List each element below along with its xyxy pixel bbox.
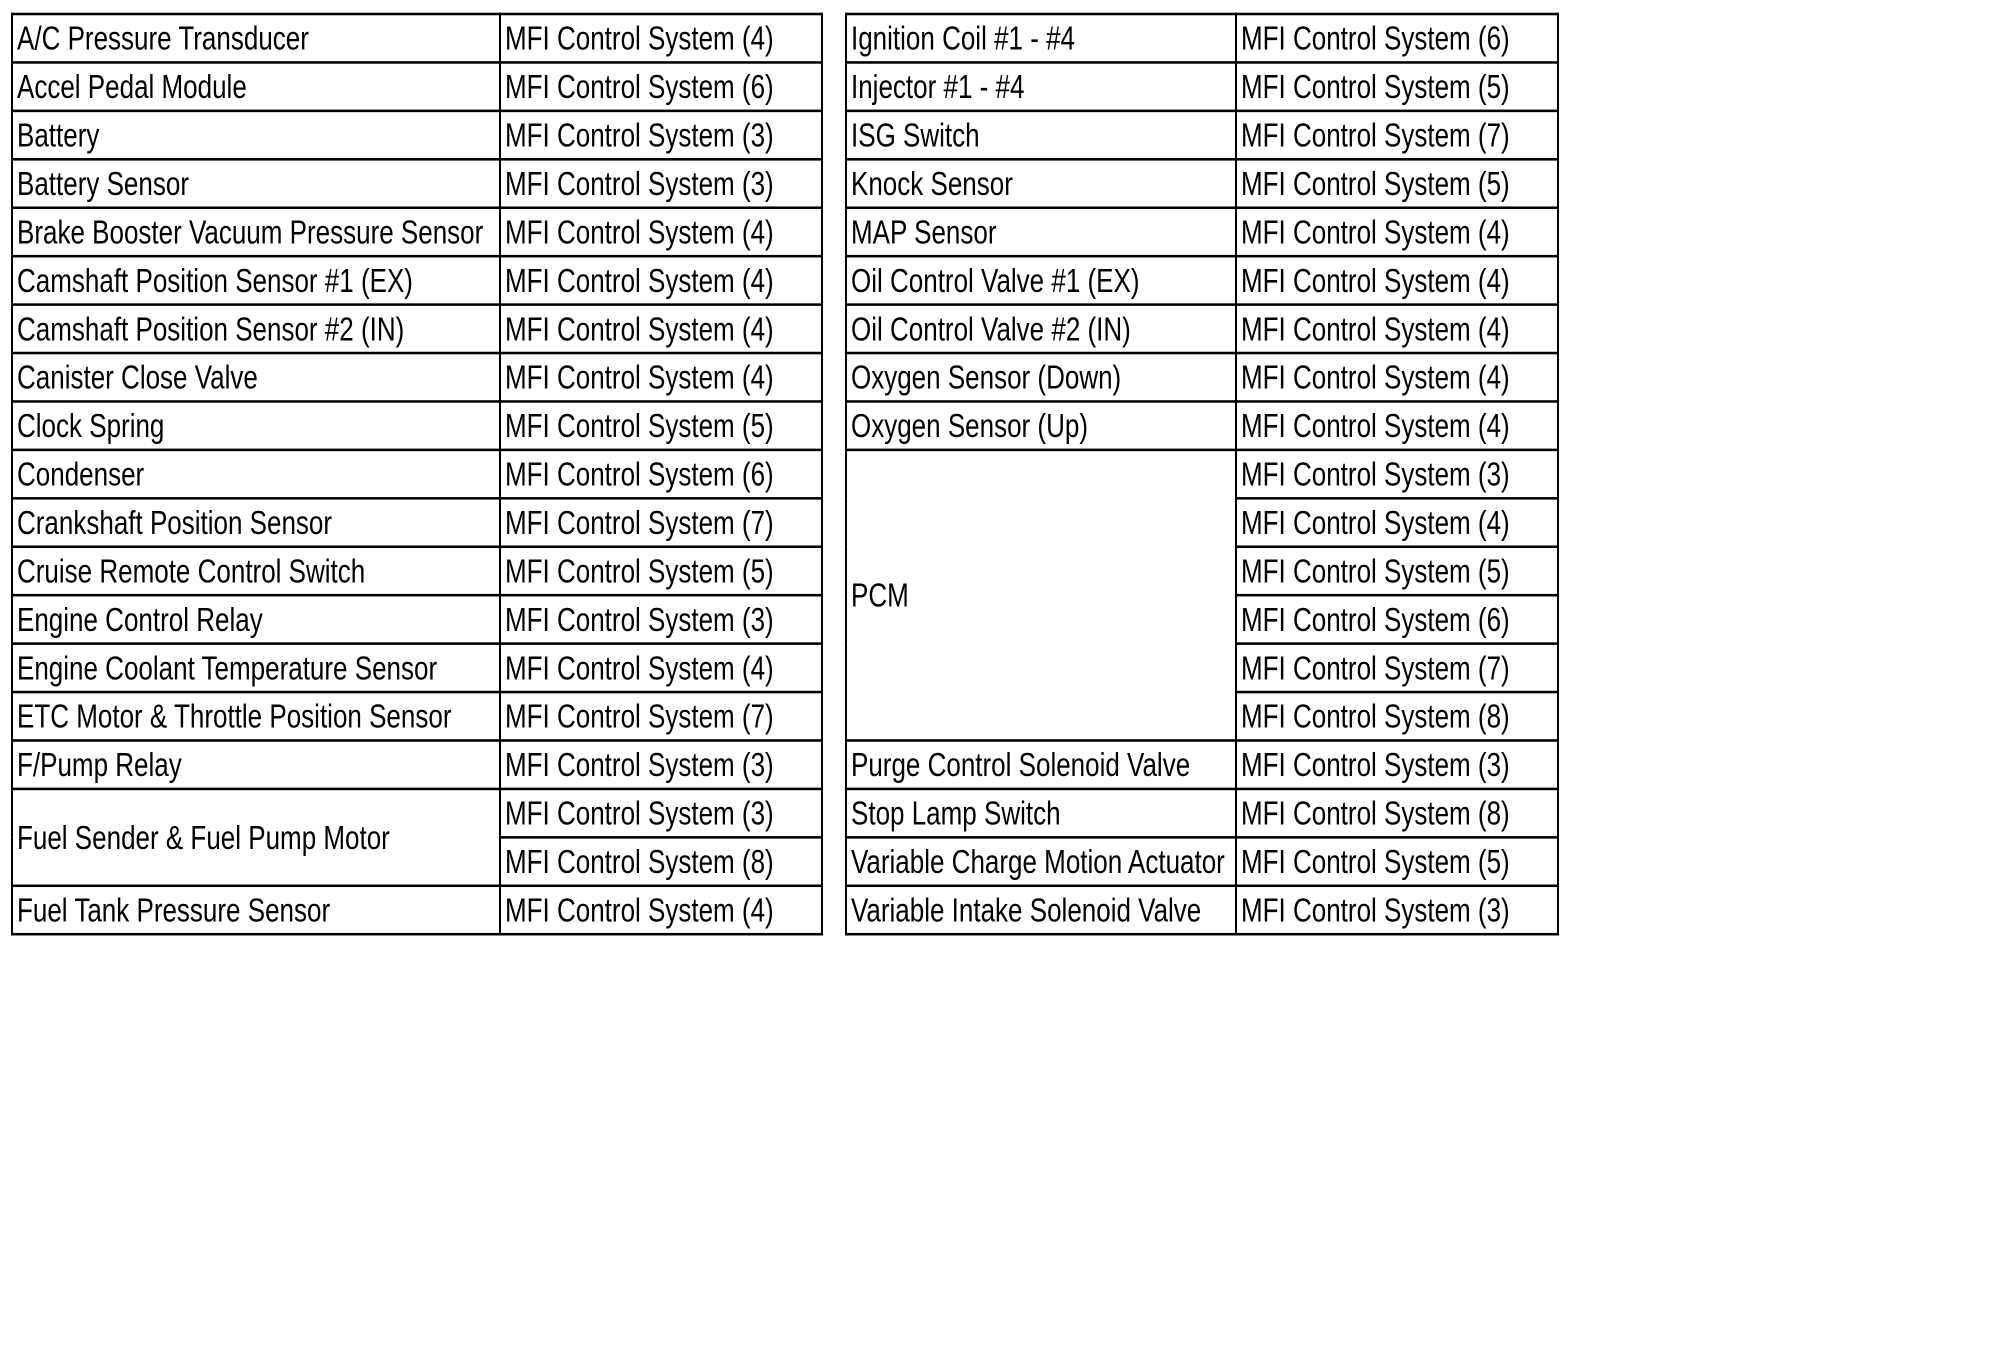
table-row (846, 305, 1558, 353)
table-row (846, 401, 1558, 449)
table-row (846, 353, 1558, 401)
system-reference-cell: MFI Control System (6) (1236, 14, 1558, 62)
component-name-cell: F/Pump Relay (12, 740, 500, 788)
table-row (12, 62, 822, 110)
system-reference-cell: MFI Control System (7) (500, 498, 822, 546)
system-reference-cell: MFI Control System (3) (1236, 740, 1558, 788)
system-reference-cell: MFI Control System (7) (1236, 644, 1558, 692)
system-reference-cell: MFI Control System (5) (1236, 159, 1558, 207)
system-reference-cell: MFI Control System (8) (1236, 692, 1558, 740)
component-name-cell: Canister Close Valve (12, 353, 500, 401)
system-reference-cell: MFI Control System (4) (500, 644, 822, 692)
component-name-cell: Oil Control Valve #1 (EX) (846, 256, 1236, 304)
system-reference-cell: MFI Control System (5) (1236, 837, 1558, 885)
component-name-cell: Cruise Remote Control Switch (12, 547, 500, 595)
table-row (846, 208, 1558, 256)
table-row (12, 256, 822, 304)
component-name-cell: Clock Spring (12, 401, 500, 449)
system-reference-cell: MFI Control System (6) (500, 62, 822, 110)
right-component-table (845, 13, 1559, 936)
system-reference-cell: MFI Control System (5) (500, 401, 822, 449)
component-name-cell: Knock Sensor (846, 159, 1236, 207)
system-reference-cell: MFI Control System (7) (500, 692, 822, 740)
system-reference-cell: MFI Control System (3) (500, 740, 822, 788)
system-reference-cell: MFI Control System (8) (500, 837, 822, 885)
component-name-cell: Camshaft Position Sensor #2 (IN) (12, 305, 500, 353)
component-name-cell: Crankshaft Position Sensor (12, 498, 500, 546)
component-name-cell: Purge Control Solenoid Valve (846, 740, 1236, 788)
system-reference-cell: MFI Control System (6) (500, 450, 822, 498)
component-name-cell: Fuel Tank Pressure Sensor (12, 886, 500, 934)
table-row (846, 111, 1558, 159)
table-row (846, 886, 1558, 934)
system-reference-cell: MFI Control System (3) (1236, 450, 1558, 498)
system-reference-cell: MFI Control System (8) (1236, 789, 1558, 837)
component-name-cell: Camshaft Position Sensor #1 (EX) (12, 256, 500, 304)
system-reference-cell: MFI Control System (3) (500, 789, 822, 837)
component-name-cell: Stop Lamp Switch (846, 789, 1236, 837)
left-component-table (11, 13, 823, 936)
component-name-cell: Oil Control Valve #2 (IN) (846, 305, 1236, 353)
component-name-cell: Battery (12, 111, 500, 159)
table-row (846, 789, 1558, 837)
system-reference-cell: MFI Control System (4) (500, 886, 822, 934)
component-name-cell: ETC Motor & Throttle Position Sensor (12, 692, 500, 740)
table-row (846, 62, 1558, 110)
component-name-cell: Variable Charge Motion Actuator (846, 837, 1236, 885)
system-reference-cell: MFI Control System (4) (1236, 401, 1558, 449)
table-row (12, 547, 822, 595)
component-name-cell: Oxygen Sensor (Down) (846, 353, 1236, 401)
table-row (846, 159, 1558, 207)
system-reference-cell: MFI Control System (4) (500, 208, 822, 256)
component-name-cell: Engine Control Relay (12, 595, 500, 643)
system-reference-cell: MFI Control System (5) (1236, 62, 1558, 110)
component-name-cell: Ignition Coil #1 - #4 (846, 14, 1236, 62)
system-reference-cell: MFI Control System (4) (1236, 353, 1558, 401)
component-name-cell: Variable Intake Solenoid Valve (846, 886, 1236, 934)
system-reference-cell: MFI Control System (3) (500, 595, 822, 643)
table-row (12, 159, 822, 207)
table-row (846, 740, 1558, 788)
system-reference-cell: MFI Control System (4) (1236, 305, 1558, 353)
table-row (12, 353, 822, 401)
component-name-cell: Battery Sensor (12, 159, 500, 207)
component-name-cell: ISG Switch (846, 111, 1236, 159)
system-reference-cell: MFI Control System (5) (1236, 547, 1558, 595)
component-name-cell: PCM (846, 450, 1236, 741)
system-reference-cell: MFI Control System (3) (1236, 886, 1558, 934)
system-reference-cell: MFI Control System (4) (500, 353, 822, 401)
table-row (12, 305, 822, 353)
system-reference-cell: MFI Control System (4) (1236, 208, 1558, 256)
system-reference-cell: MFI Control System (3) (500, 111, 822, 159)
table-row (846, 450, 1558, 498)
table-row (12, 208, 822, 256)
table-row (12, 401, 822, 449)
table-row (12, 789, 822, 837)
component-name-cell: A/C Pressure Transducer (12, 14, 500, 62)
table-row (12, 14, 822, 62)
component-name-cell: Fuel Sender & Fuel Pump Motor (12, 789, 500, 886)
component-name-cell: Oxygen Sensor (Up) (846, 401, 1236, 449)
component-name-cell: Brake Booster Vacuum Pressure Sensor (12, 208, 500, 256)
left-table-body (12, 14, 822, 934)
system-reference-cell: MFI Control System (3) (500, 159, 822, 207)
system-reference-cell: MFI Control System (4) (500, 14, 822, 62)
system-reference-cell: MFI Control System (4) (500, 305, 822, 353)
table-row (12, 498, 822, 546)
component-name-cell: Engine Coolant Temperature Sensor (12, 644, 500, 692)
right-table-body (846, 14, 1558, 934)
system-reference-cell: MFI Control System (7) (1236, 111, 1558, 159)
table-row (12, 450, 822, 498)
table-row (846, 256, 1558, 304)
system-reference-cell: MFI Control System (4) (500, 256, 822, 304)
table-row (12, 111, 822, 159)
component-name-cell: MAP Sensor (846, 208, 1236, 256)
table-row (12, 740, 822, 788)
system-reference-cell: MFI Control System (4) (1236, 498, 1558, 546)
table-row (12, 886, 822, 934)
component-name-cell: Condenser (12, 450, 500, 498)
table-row (12, 692, 822, 740)
component-name-cell: Injector #1 - #4 (846, 62, 1236, 110)
system-reference-cell: MFI Control System (6) (1236, 595, 1558, 643)
system-reference-cell: MFI Control System (4) (1236, 256, 1558, 304)
table-row (846, 837, 1558, 885)
table-row (12, 595, 822, 643)
component-name-cell: Accel Pedal Module (12, 62, 500, 110)
table-row (846, 14, 1558, 62)
table-row (12, 644, 822, 692)
system-reference-cell: MFI Control System (5) (500, 547, 822, 595)
